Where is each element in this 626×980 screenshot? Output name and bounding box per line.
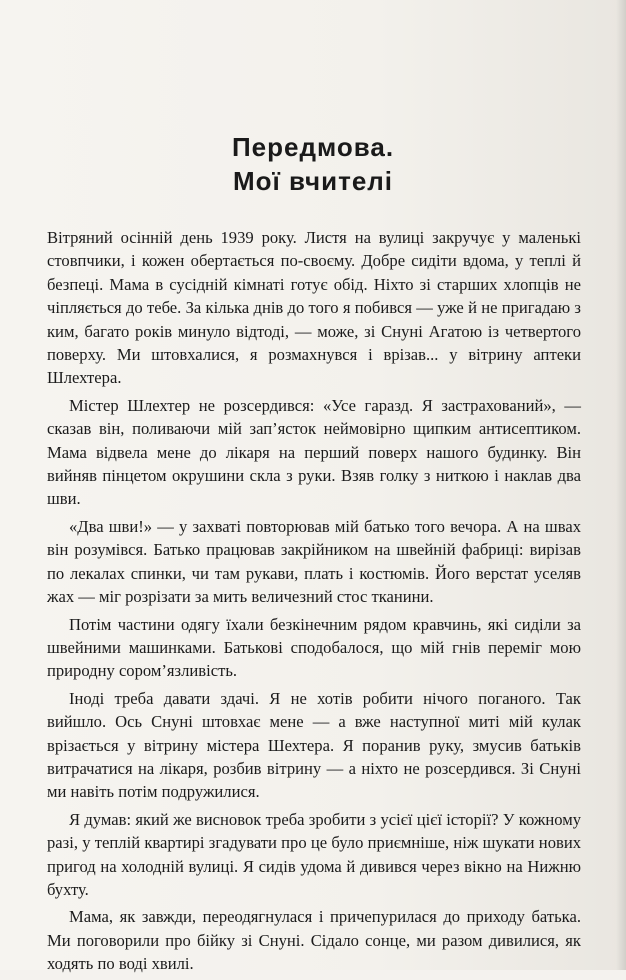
paragraph-3: «Два шви!» — у захваті повторював мій батько того вечора. А на швах він розумівся. Батько працював закрійником на швейній фабриці: вирізав по лекалах спинки, чи там рукави, плать і костюмів. Його верстат уселяв жах — міг розрізати за мить величезний стос тканини. <box>47 516 581 607</box>
paragraph-2: Містер Шлехтер не розсердився: «Усе гаразд. Я застрахований», — сказав він, поливаючи мій зап’ясток неймовірно щипким антисептиком. Мама відвела мене до лікаря на перший поверх нашого будинку. Він вийняв пінцетом окрушини скла з руки. Взяв голку з ниткою і наклав два шви. <box>47 395 581 509</box>
paragraph-4: Потім частини одягу їхали безкінечним рядом кравчинь, які сиділи за швейними машинками. Батькові сподобалося, що мій гнів переміг мою природну сором’язливість. <box>47 614 581 681</box>
chapter-title-line-1: Передмова. <box>231 132 395 162</box>
paragraph-5: Іноді треба давати здачі. Я не хотів робити нічого поганого. Так вийшло. Ось Снуні штовхає мене — а вже наступної миті мій кулак врізається у вітрину містера Шехтера. Я поранив руку, змусив батьків витрачатися на лікаря, розбив вітрину — а ніхто не розсердився. Зі Снуні ми навіть потім подружилися. <box>47 688 581 802</box>
chapter-title <box>0 130 626 198</box>
paragraph-1: Вітряний осінній день 1939 року. Листя на вулиці закручує у маленькі стовпчики, і кожен обертається по-своєму. Добре сидіти вдома, у теплі й безпеці. Мама в сусідній кімнаті готує обід. Ніхто зі старших хлопців не чіпляється до тебе. За кілька днів до того я побився — уже й не пригадаю з ким, багато років минуло відтоді, — може, зі Снуні Агатою із четвертого поверху. Ми штовхалися, я розмахнувся і врізав... у вітрину аптеки Шлехтера. <box>47 228 581 388</box>
chapter-body <box>47 226 581 980</box>
paragraph-7: Мама, як завжди, переодягнулася і причепурилася до приходу батька. Ми поговорили про бійку зі Снуні. Сідало сонце, ми разом дивилися, як ходять по воді хвилі. <box>47 907 581 974</box>
chapter-title-line-2: Мої вчителі <box>232 166 394 196</box>
paragraph-6: Я думав: який же висновок треба зробити з усієї цієї історії? У кожному разі, у теплій квартирі згадувати про це було приємніше, ніж шукати нових пригод на холодній вулиці. Я сидів удома й дивився через вікно на Нижню бухту. <box>47 809 581 899</box>
